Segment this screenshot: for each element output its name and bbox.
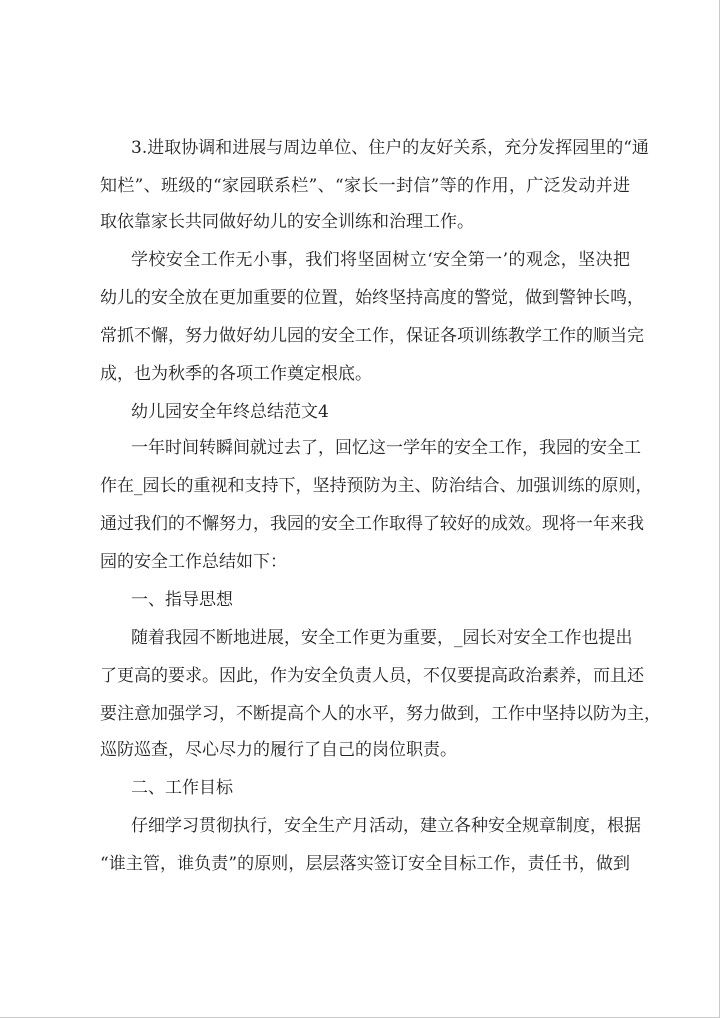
text-line: 一年时间转瞬间就过去了，回忆这一学年的安全工作，我园的安全工 — [131, 438, 641, 458]
text-line: 园的安全工作总结如下： — [100, 552, 287, 572]
text-line: 3.进取协调和进展与周边单位、住户的友好关系，充分发挥园里的“通 — [131, 138, 649, 158]
text-line: 随着我园不断地进展，安全工作更为重要，_园长对安全工作也提出 — [131, 628, 633, 648]
text-line: 巡防巡查，尽心尽力的履行了自己的岗位职责。 — [100, 740, 457, 760]
text-line: 常抓不懈，努力做好幼儿园的安全工作，保证各项训练教学工作的顺当完 — [100, 326, 644, 346]
section-heading: 幼儿园安全年终总结范文4 — [131, 402, 329, 422]
text-line: 通过我们的不懈努力，我园的安全工作取得了较好的成效。现将一年来我 — [100, 514, 644, 534]
text-line: 学校安全工作无小事，我们将坚固树立‘安全第一’的观念，坚决把 — [131, 250, 630, 270]
section-heading: 一、指导思想 — [131, 590, 233, 610]
text-line: 成，也为秋季的各项工作奠定根底。 — [100, 364, 372, 384]
section-heading: 二、工作目标 — [131, 778, 233, 798]
text-line: 仔细学习贯彻执行，安全生产月活动，建立各种安全规章制度，根据 — [131, 816, 641, 836]
text-line: 作在_园长的重视和支持下，坚持预防为主、防治结合、加强训练的原则， — [100, 476, 653, 496]
text-line: 幼儿的安全放在更加重要的位置，始终坚持高度的警觉，做到警钟长鸣， — [100, 288, 644, 308]
text-line: 知栏”、班级的“家园联系栏”、“家长一封信”等的作用，广泛发动并进 — [100, 176, 630, 196]
text-line: 了更高的要求。因此，作为安全负责人员，不仅要提高政治素养，而且还 — [100, 666, 644, 686]
text-line: 要注意加强学习，不断提高个人的水平，努力做到，工作中坚持以防为主， — [100, 704, 661, 724]
text-line: “谁主管，谁负责”的原则，层层落实签订安全目标工作，责任书，做到 — [100, 854, 630, 874]
text-line: 取依靠家长共同做好幼儿的安全训练和治理工作。 — [100, 212, 474, 232]
